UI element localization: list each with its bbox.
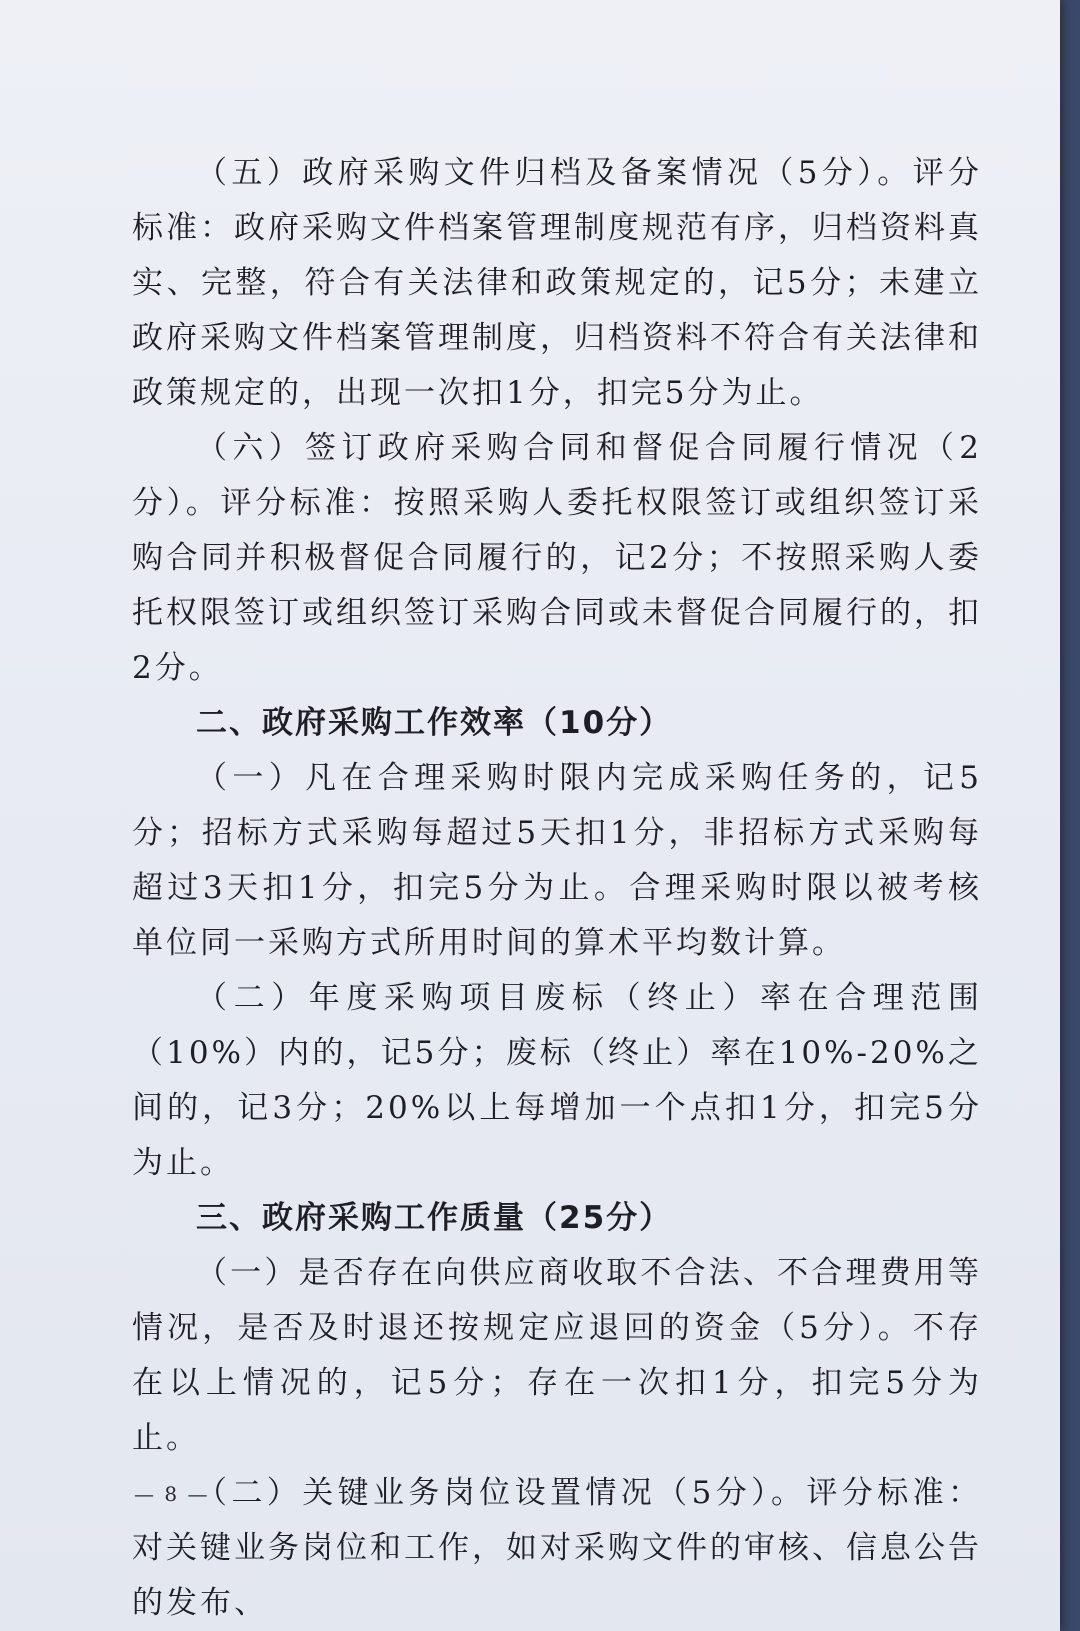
section-heading-quality: 三、政府采购工作质量（25分） xyxy=(196,1200,673,1236)
paragraph-contract-signing: （六）签订政府采购合同和督促合同履行情况（2分）。评分标准：按照采购人委托权限签订或组织签订采购合同并积极督促合同履行的，记2分；不按照采购人委托权限签订或组织签订采购合同或未督促合同履行的，扣2分。 xyxy=(132,430,982,686)
paragraph-procurement-time-limit: （一）凡在合理采购时限内完成采购任务的，记5分；招标方式采购每超过5天扣1分，非招标方式采购每超过3天扣1分，扣完5分为止。合理采购时限以被考核单位同一采购方式所用时间的算术平均数计算。 xyxy=(132,760,982,961)
section-heading-efficiency: 二、政府采购工作效率（10分） xyxy=(196,705,673,741)
paragraph-key-positions: （二）关键业务岗位设置情况（5分）。评分标准：对关键业务岗位和工作，如对采购文件的审核、信息公告的发布、 xyxy=(132,1475,982,1621)
paragraph-failed-bid-rate: （二）年度采购项目废标（终止）率在合理范围（10%）内的，记5分；废标（终止）率在10%-20%之间的，记3分；20%以上每增加一个点扣1分，扣完5分为止。 xyxy=(132,980,982,1181)
page-number: — 8 — xyxy=(134,1482,210,1506)
paragraph-illegal-fees: （一）是否存在向供应商收取不合法、不合理费用等情况，是否及时退还按规定应退回的资金（5分）。不存在以上情况的，记5分；存在一次扣1分，扣完5分为止。 xyxy=(132,1255,982,1456)
document-body xyxy=(132,146,982,1631)
paragraph-archiving: （五）政府采购文件归档及备案情况（5分）。评分标准：政府采购文件档案管理制度规范有序，归档资料真实、完整，符合有关法律和政策规定的，记5分；未建立政府采购文件档案管理制度，归档资料不符合有关法律和政策规定的，出现一次扣1分，扣完5分为止。 xyxy=(132,155,982,411)
